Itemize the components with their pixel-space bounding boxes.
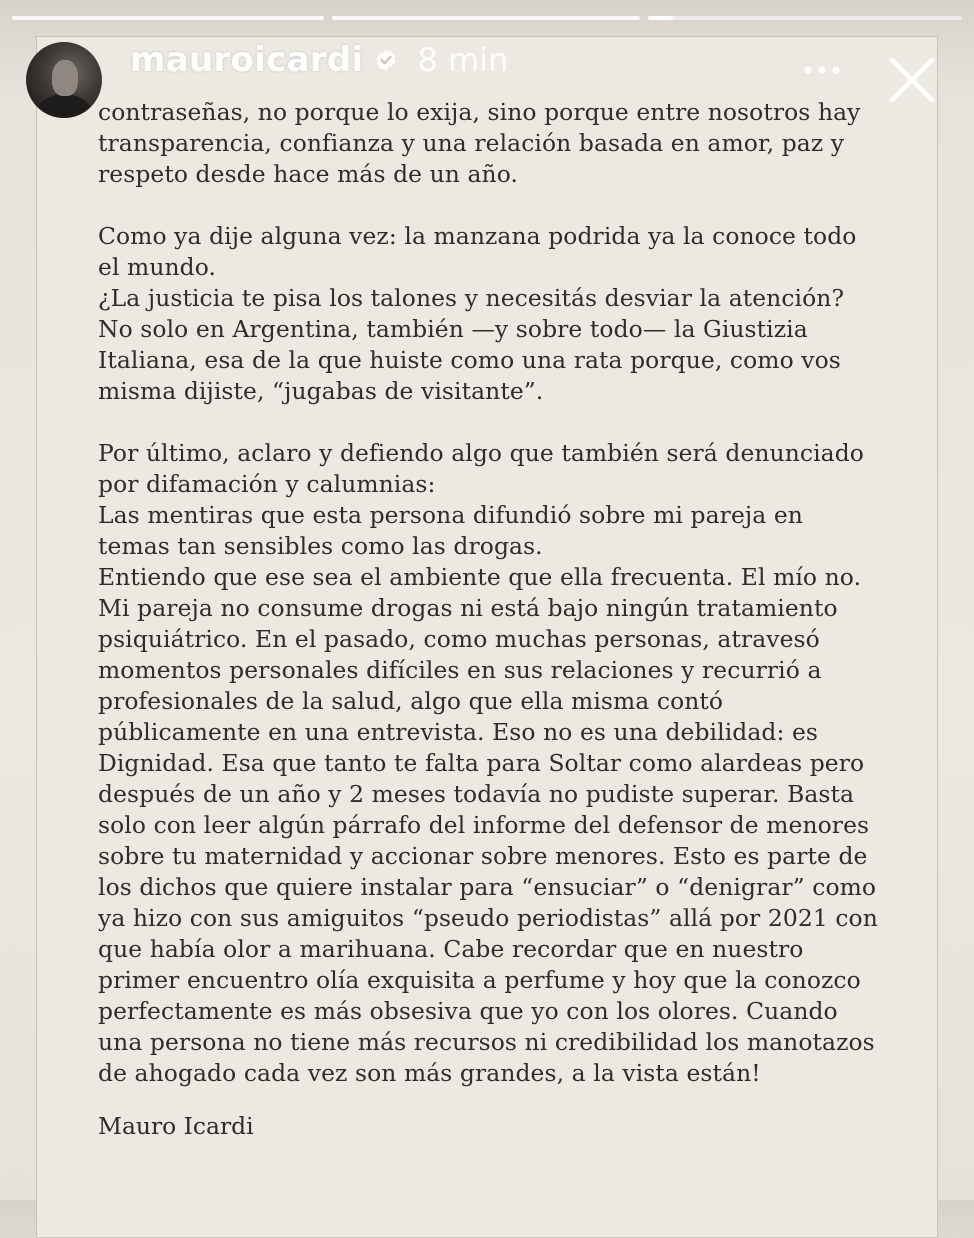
letter-line: solo con leer algún párrafo del informe del defensor de menores bbox=[98, 811, 870, 839]
letter-line: perfectamente es más obsesiva que yo con los olores. Cuando bbox=[98, 997, 838, 1025]
letter-body bbox=[98, 97, 898, 1089]
letter-line: Como ya dije alguna vez: la manzana podrida ya la conoce todo bbox=[98, 222, 857, 250]
letter-line: ¿La justicia te pisa los talones y necesitás desviar la atención? bbox=[98, 284, 845, 312]
letter-line: Italiana, esa de la que huiste como una rata porque, como vos bbox=[98, 346, 841, 374]
avatar[interactable] bbox=[26, 42, 102, 118]
letter-line: contraseñas, no porque lo exija, sino porque entre nosotros hay bbox=[98, 98, 861, 126]
verified-badge-icon bbox=[374, 48, 398, 72]
username[interactable]: mauroicardi bbox=[130, 40, 364, 80]
letter-line: misma dijiste, “jugabas de visitante”. bbox=[98, 377, 544, 405]
letter-line: Dignidad. Esa que tanto te falta para Soltar como alardeas pero bbox=[98, 749, 865, 777]
letter-line: por difamación y calumnias: bbox=[98, 470, 436, 498]
letter-line: Entiendo que ese sea el ambiente que ella frecuenta. El mío no. bbox=[98, 563, 862, 591]
progress-segment-1 bbox=[12, 16, 324, 20]
progress-segment-3 bbox=[648, 16, 962, 20]
letter-line: que había olor a marihuana. Cabe recordar que en nuestro bbox=[98, 935, 804, 963]
close-icon[interactable] bbox=[886, 54, 938, 106]
letter-line: después de un año y 2 meses todavía no pudiste superar. Basta bbox=[98, 780, 855, 808]
letter-signature: Mauro Icardi bbox=[98, 1112, 254, 1140]
letter-line: temas tan sensibles como las drogas. bbox=[98, 532, 543, 560]
letter-line: Las mentiras que esta persona difundió sobre mi pareja en bbox=[98, 501, 803, 529]
letter-line: los dichos que quiere instalar para “ensuciar” o “denigrar” como bbox=[98, 873, 877, 901]
letter-line: el mundo. bbox=[98, 253, 217, 281]
letter-line: públicamente en una entrevista. Eso no es una debilidad: es bbox=[98, 718, 819, 746]
story-timestamp: 8 min bbox=[417, 41, 509, 79]
more-options-icon[interactable] bbox=[802, 60, 842, 80]
letter-line: No solo en Argentina, también —y sobre todo— la Giustizia bbox=[98, 315, 808, 343]
letter-line: de ahogado cada vez son más grandes, a la vista están! bbox=[98, 1059, 761, 1087]
story-header bbox=[26, 42, 960, 118]
letter-line: una persona no tiene más recursos ni credibilidad los manotazos bbox=[98, 1028, 875, 1056]
progress-segment-2 bbox=[332, 16, 640, 20]
letter-line: Mi pareja no consume drogas ni está bajo ningún tratamiento bbox=[98, 594, 838, 622]
letter-line: psiquiátrico. En el pasado, como muchas personas, atravesó bbox=[98, 625, 820, 653]
letter-line: momentos personales difíciles en sus relaciones y recurrió a bbox=[98, 656, 822, 684]
letter-line: profesionales de la salud, algo que ella misma contó bbox=[98, 687, 724, 715]
letter-line: ya hizo con sus amiguitos “pseudo periodistas” allá por 2021 con bbox=[98, 904, 878, 932]
letter-line: respeto desde hace más de un año. bbox=[98, 160, 519, 188]
letter-line: sobre tu maternidad y accionar sobre menores. Esto es parte de bbox=[98, 842, 868, 870]
letter-line: primer encuentro olía exquisita a perfume y hoy que la conozco bbox=[98, 966, 861, 994]
letter-line: transparencia, confianza y una relación basada en amor, paz y bbox=[98, 129, 845, 157]
letter-line: Por último, aclaro y defiendo algo que también será denunciado bbox=[98, 439, 864, 467]
story-progress-bar bbox=[12, 16, 962, 20]
